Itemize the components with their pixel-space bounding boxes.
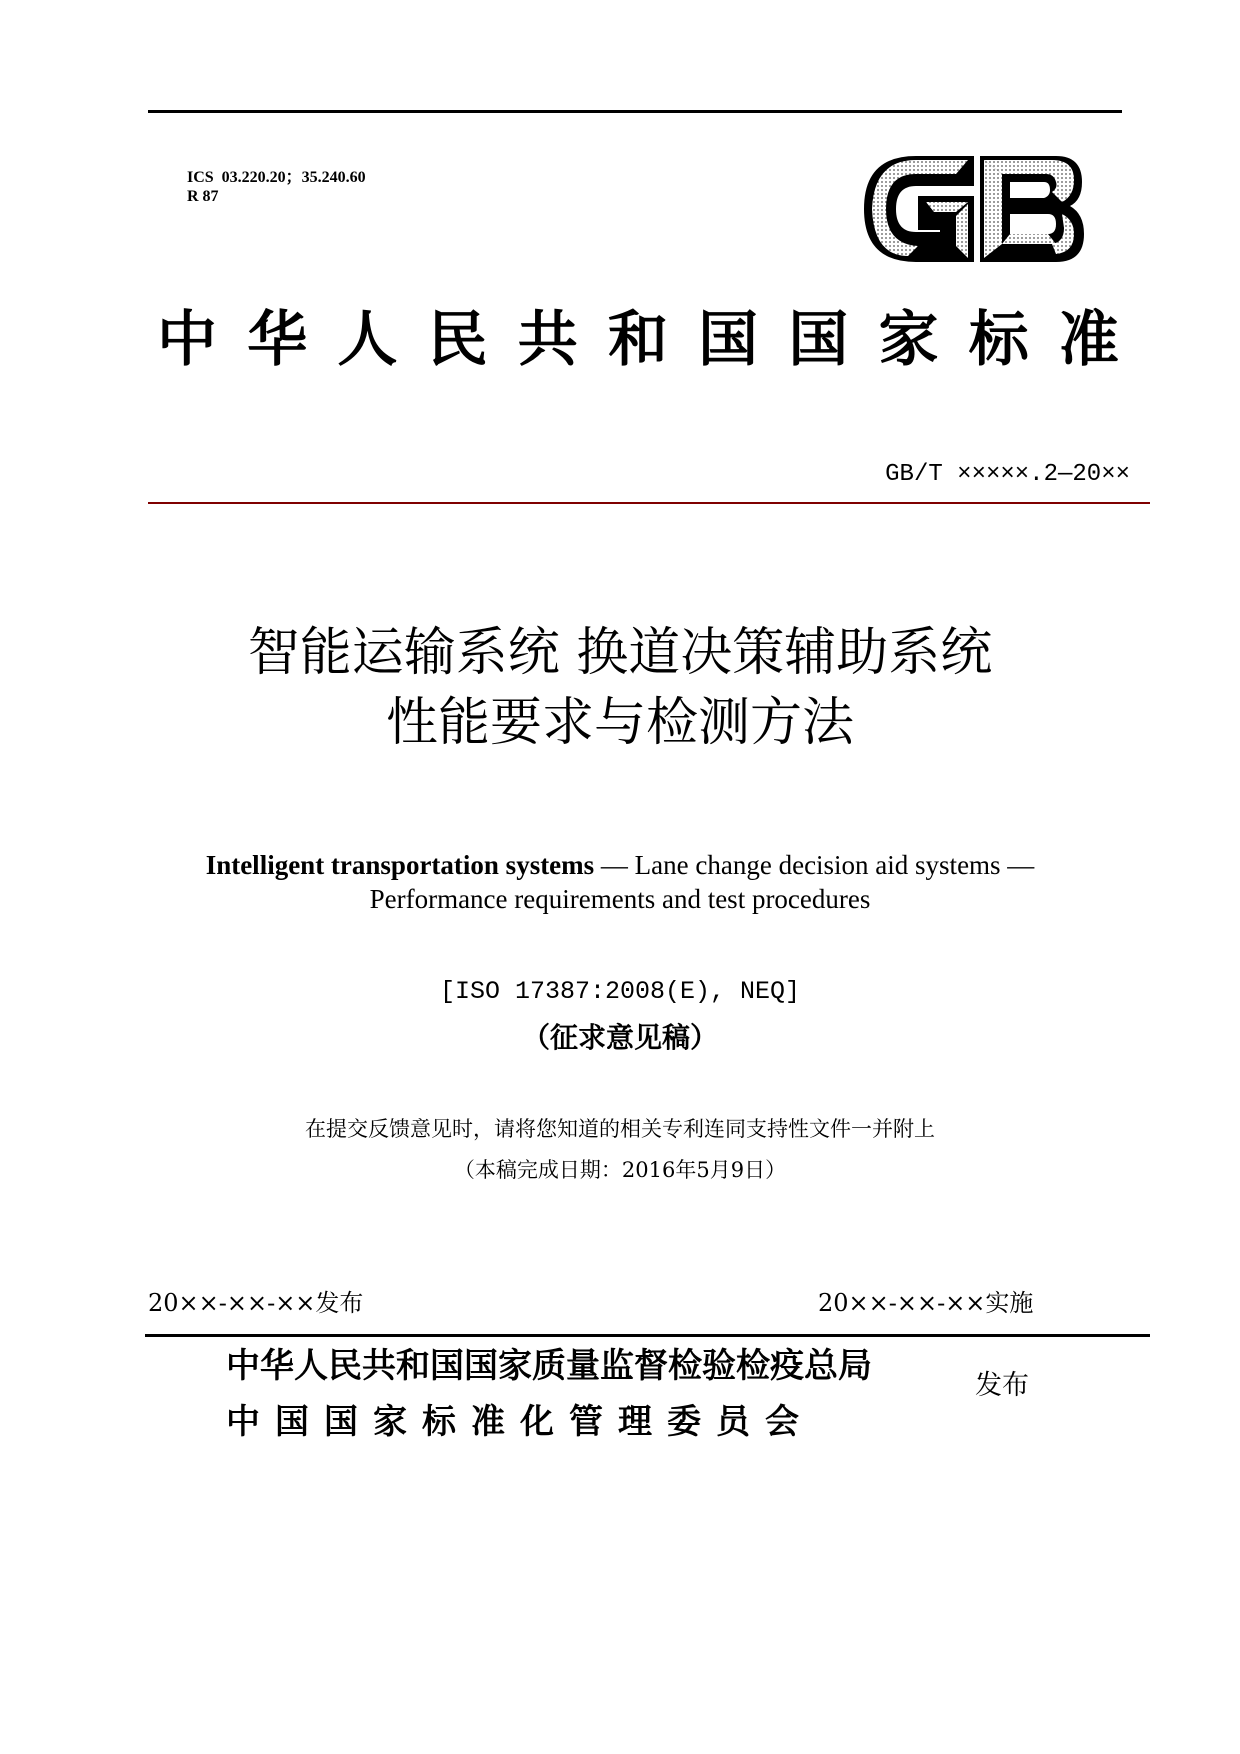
- title-char: 国: [788, 305, 849, 375]
- completion-date: （本稿完成日期：2016年5月9日）: [453, 1158, 787, 1182]
- publish-label: 发布: [975, 1370, 1029, 1401]
- standard-number: GB/T ×××××.2—20××: [885, 461, 1130, 488]
- standard-number-rule: [148, 502, 1150, 504]
- title-char: 和: [607, 305, 668, 375]
- title-char: 华: [247, 305, 308, 375]
- bottom-rule: [145, 1334, 1150, 1337]
- chinese-title-line1: 智能运输系统 换道决策辅助系统: [247, 623, 993, 683]
- draft-status: （征求意见稿）: [521, 1021, 718, 1054]
- title-char: 共: [517, 305, 578, 375]
- chinese-title-line2: 性能要求与检测方法: [385, 693, 854, 753]
- title-char: 民: [427, 305, 488, 375]
- adoption-reference: [ISO 17387:2008(E), NEQ]: [439, 977, 801, 1006]
- title-char: 国: [698, 305, 759, 375]
- gb-logo-icon: [856, 148, 1088, 270]
- english-title-rest: — Lane change decision aid systems —: [594, 850, 1035, 880]
- english-title: [0, 848, 1240, 916]
- title-char: 中: [157, 305, 217, 375]
- ccs-code: R 87: [187, 188, 219, 205]
- national-standard-title: [148, 300, 1128, 380]
- title-char: 标: [968, 305, 1029, 375]
- top-rule: [148, 110, 1122, 113]
- issuer-sac: 中国国家标准化管理委员会: [226, 1402, 814, 1442]
- issuer-aqsiq: 中华人民共和国国家质量监督检验检疫总局: [226, 1346, 872, 1386]
- implementation-date: 20××-××-××实施: [818, 1289, 1034, 1317]
- chinese-title: [0, 618, 1240, 758]
- title-char: 家: [878, 305, 939, 375]
- english-title-line1: [0, 848, 1240, 882]
- english-title-bold: Intelligent transportation systems: [205, 850, 595, 880]
- issue-date: 20××-××-××发布: [148, 1289, 364, 1317]
- title-char: 人: [337, 305, 398, 375]
- title-char: 准: [1058, 305, 1119, 375]
- patent-note: 在提交反馈意见时，请将您知道的相关专利连同支持性文件一并附上: [305, 1117, 935, 1141]
- english-title-line2: Performance requirements and test procedures: [369, 884, 871, 914]
- ics-code: ICS 03.220.20；35.240.60: [187, 169, 366, 186]
- classification-codes: [187, 168, 366, 206]
